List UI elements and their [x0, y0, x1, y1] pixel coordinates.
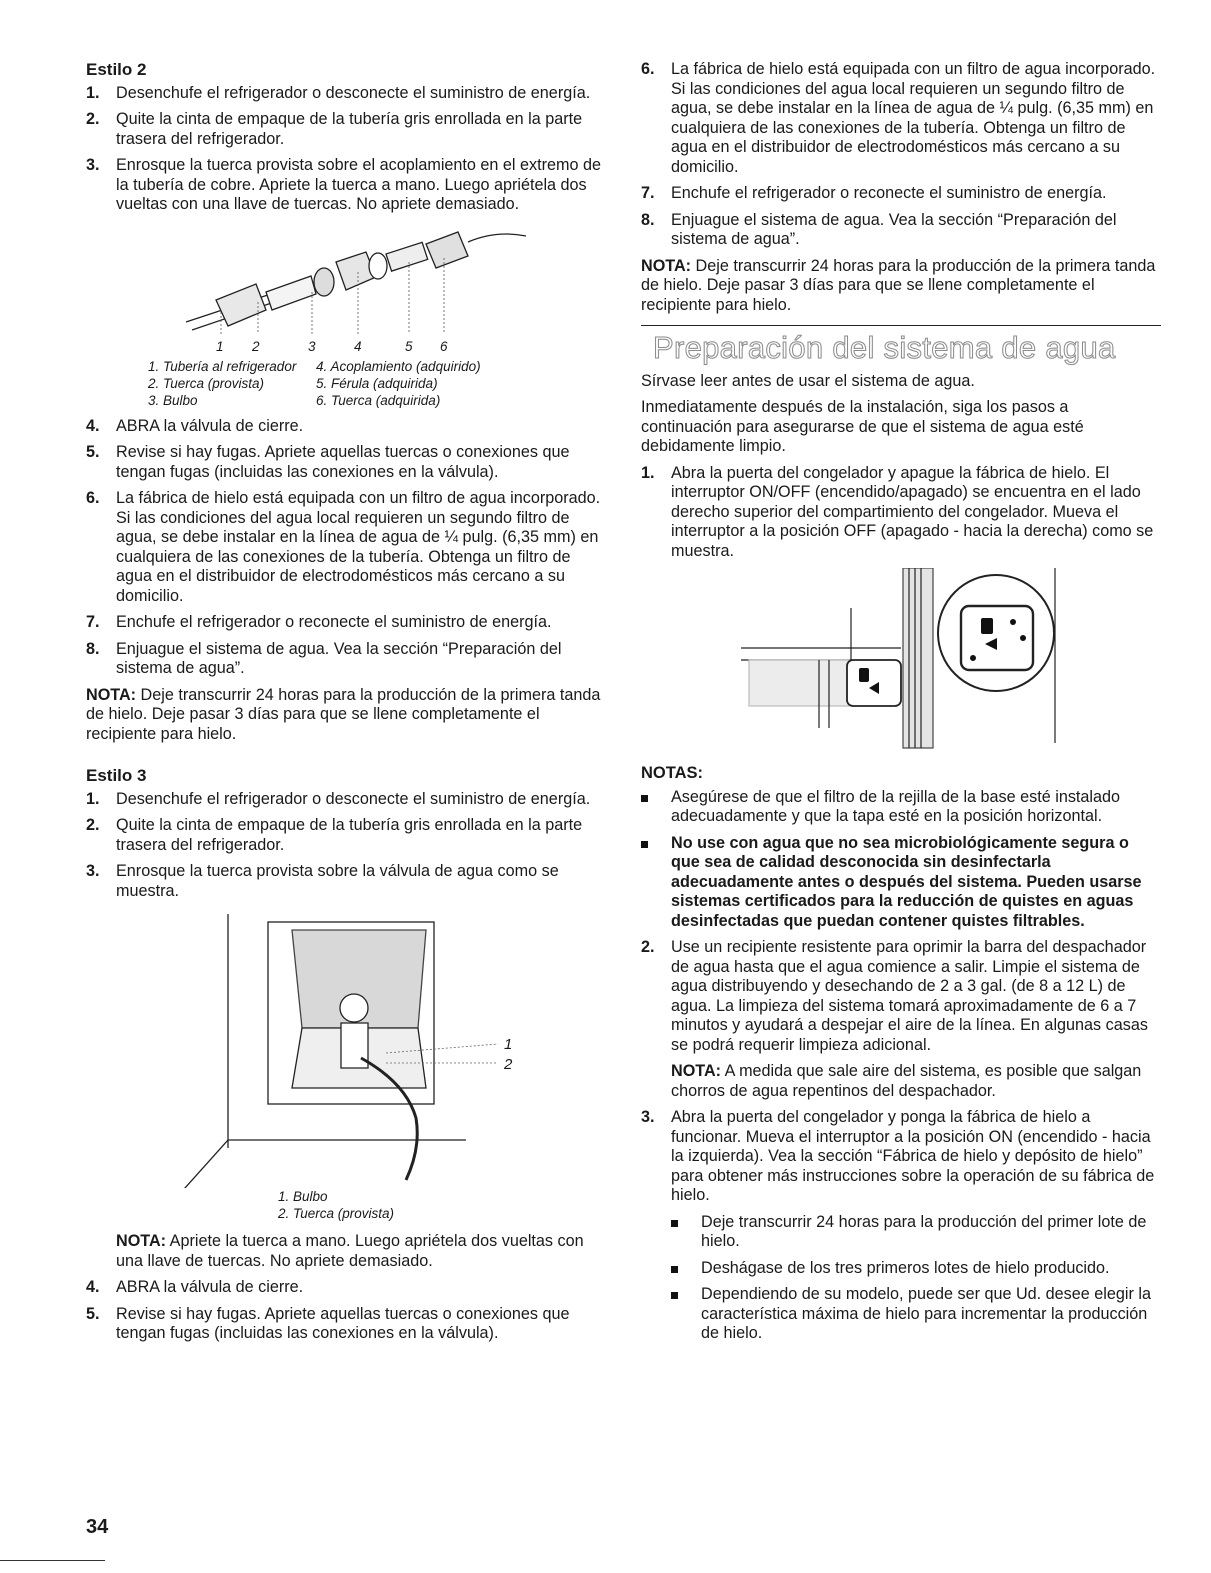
section-divider [641, 325, 1161, 326]
step-text: Quite la cinta de empaque de la tubería gris enrollada en la parte trasera del refrigerador. [116, 816, 583, 854]
step-text: Enrosque la tuerca provista sobre la válvula de agua como se muestra. [116, 862, 559, 900]
step-text: ABRA la válvula de cierre. [116, 416, 304, 435]
step-number: 7. [86, 613, 100, 631]
note-paragraph [641, 257, 1161, 316]
step-text: Enjuague el sistema de agua. Vea la sección “Preparación del sistema de agua”. [671, 210, 1117, 248]
note-text: Apriete la tuerca a mano. Luego apriételа dos vueltas con una llave de tuercas. No apriete demasiado. [116, 1232, 584, 1270]
figure-caption: 1. Tubería al refrigerador [148, 358, 297, 374]
figure-caption: 2. Tuerca (provista) [278, 1206, 395, 1221]
note-label: NOTA: [116, 1232, 167, 1250]
tubing-connection-figure [86, 222, 606, 342]
bullet-text: Deshágase de los tres primeros lotes de hielo producido. [701, 1258, 1110, 1277]
bullet-icon [641, 834, 671, 932]
figure-number: 1 [216, 338, 224, 354]
step-number: 2. [641, 938, 655, 956]
step-number: 2. [86, 110, 100, 128]
bullet-text: No use con agua que no sea microbiológicamente segura o que sea de calidad desconocida sin desinfectarla adecuadamente antes o después del sistema. Pueden usarse sistemas certificados para la reducción de quistes en aguas desinfectadas que puedan contener quistes filtrables. [671, 833, 1142, 930]
list-item [641, 1108, 1161, 1206]
step-text: La fábrica de hielo está equipada con un filtro de agua incorporado. Si las condiciones del agua local requieren un segundo filtro de agua, se debe instalar en la línea de agua de ¼ pulg. (6,35 mm) en cualquiera de las conexiones de la tubería. Obtenga un filtro de agua en el distribuidor de electrodomésticos más cercano a su domicilio. [116, 489, 601, 605]
list-item [641, 938, 1161, 1055]
figure-number: 5 [405, 338, 413, 354]
list-item [86, 110, 606, 149]
water-valve-figure [86, 908, 606, 1188]
bullet-text: Asegúrese de que el filtro de la rejilla de la base esté instalado adecuadamente y que la tapa esté en la posición horizontal. [671, 787, 1121, 825]
list-item [641, 834, 1161, 932]
left-column [86, 60, 606, 1351]
figure-caption: 4. Acoplamiento (adquirido) [316, 358, 481, 374]
step-text: Revise si hay fugas. Apriete aquellas tuercas o conexiones que tengan fugas (incluidas las conexiones en la válvula). [116, 443, 570, 481]
intro-text: Sírvase leer antes de usar el sistema de agua. [641, 371, 975, 390]
step-text: Use un recipiente resistente para oprimir la barra del despachador de agua hasta que el agua comience a salir. Limpie el sistema de agua distribuyendo y desechando de 2 a 3 gal. (de 8 a 12 L) de agua. La limpieza del sistema tomará aproximadamente de 6 a 7 minutos y ayudará a despejar el aire de la línea. En algunas casas se podrá requerir limpieza adicional. [671, 938, 1148, 1054]
step-number: 2. [86, 816, 100, 834]
step-number: 3. [86, 156, 100, 174]
list-item [641, 211, 1161, 250]
list-item [86, 816, 606, 855]
figure-number: 6 [440, 338, 448, 354]
list-item [641, 60, 1161, 177]
figure-number: 1 [504, 1036, 513, 1053]
note-paragraph [86, 686, 606, 745]
figure-captions [278, 1188, 606, 1222]
figure-number: 4 [354, 338, 362, 354]
figure-caption: 1. Bulbo [278, 1189, 328, 1204]
note-text: A medida que sale aire del sistema, es posible que salgan chorros de agua repentinos del despachador. [671, 1062, 1142, 1100]
list-item [86, 640, 606, 679]
list-item [86, 1305, 606, 1344]
step-number: 5. [86, 1304, 100, 1323]
step-number: 4. [86, 416, 100, 435]
figure-number: 3 [308, 338, 316, 354]
step-number: 5. [86, 443, 100, 461]
figure-number: 2 [252, 338, 260, 354]
list-item [671, 1285, 1161, 1344]
step-text: Desenchufe el refrigerador o desconecte el suministro de energía. [116, 83, 591, 102]
right-column [641, 60, 1161, 1351]
list-item [86, 84, 606, 104]
footer-rule [0, 1560, 105, 1561]
bullet-icon [641, 788, 671, 827]
step-number: 8. [86, 639, 100, 658]
note-paragraph [116, 1232, 606, 1271]
step-text: La fábrica de hielo está equipada con un filtro de agua incorporado. Si las condiciones del agua local requieren un segundo filtro de agua, se debe instalar en la línea de agua de ¼ pulg. (6,35 mm) en cualquiera de las conexiones de la tubería. Obtenga un filtro de agua en el distribuidor de electrodomésticos más cercano a su domicilio. [671, 60, 1156, 176]
list-item [86, 417, 606, 437]
step-text: Enrosque la tuerca provista sobre el acoplamiento en el extremo de la tubería de cobre. Apriete la tuerca a mano. Luego apriételа dos vueltas con una llave de tuercas. No apriete demasiado. [116, 156, 602, 213]
list-item [86, 443, 606, 482]
estilo2-heading: Estilo 2 [86, 60, 147, 79]
list-item [86, 489, 606, 606]
step-number: 6. [86, 489, 100, 507]
notas-heading: NOTAS: [641, 764, 704, 782]
bullet-text: Deje transcurrir 24 horas para la producción del primer lote de hielo. [701, 1212, 1147, 1250]
list-item [641, 184, 1161, 204]
list-item [86, 613, 606, 633]
step-text: Abra la puerta del congelador y apague la fábrica de hielo. El interruptor ON/OFF (encendido/apagado) se encuentra en el lado derecho superior del compartimiento del congelador. Mueva el interruptor a la posición OFF (apagado - hacia la derecha) como se muestra. [671, 463, 1154, 560]
list-item [671, 1259, 1161, 1279]
list-item [86, 156, 606, 215]
step-text: Desenchufe el refrigerador o desconecte el suministro de energía. [116, 789, 591, 808]
bullet-icon [671, 1285, 701, 1344]
step-text: Quite la cinta de empaque de la tubería gris enrollada en la parte trasera del refrigerador. [116, 110, 583, 148]
list-item [86, 790, 606, 810]
step-number: 8. [641, 210, 655, 229]
step-text: Abra la puerta del congelador y ponga la fábrica de hielo a funcionar. Mueva el interruptor a la posición ON (encendido - hacia la izquierda). Vea la sección “Fábrica de hielo y depósito de hielo” para obtener más instrucciones sobre la operación de su fábrica de hielo. [671, 1108, 1155, 1204]
figure-caption: 2. Tuerca (provista) [148, 375, 265, 391]
figure-number: 2 [504, 1056, 513, 1073]
step-text: Revise si hay fugas. Apriete aquellas tuercas o conexiones que tengan fugas (incluidas las conexiones en la válvula). [116, 1304, 570, 1342]
note-text: Deje transcurrir 24 horas para la producción de la primera tanda de hielo. Deje pasar 3 días para que se llene completamente el recipiente para hielo. [641, 256, 1156, 314]
bullet-icon [671, 1259, 701, 1279]
figure-caption: 3. Bulbo [148, 392, 198, 408]
note-label: NOTA: [671, 1062, 722, 1080]
step-number: 1. [86, 83, 100, 102]
step-number: 1. [86, 789, 100, 808]
figure-captions [148, 358, 606, 409]
list-item [641, 464, 1161, 562]
list-item [86, 862, 606, 901]
step-number: 4. [86, 1278, 100, 1296]
figure-caption: 5. Férula (adquirida) [316, 375, 438, 391]
water-valve-drawing [86, 908, 606, 1188]
list-item [641, 788, 1161, 827]
note-label: NOTA: [641, 256, 692, 275]
bullet-icon [671, 1213, 701, 1252]
step-text: Enchufe el refrigerador o reconecte el suministro de energía. [671, 184, 1107, 202]
sub-bullet-list [671, 1213, 1161, 1344]
figure-numbers [86, 338, 606, 358]
intro-text: Inmediatamente después de la instalación, siga los pasos a continuación para asegurarse de que el sistema de agua esté debidamente limpio. [641, 398, 1084, 455]
note-label: NOTA: [86, 685, 137, 704]
step-number: 1. [641, 463, 655, 482]
page-number: 34 [86, 1516, 109, 1538]
ice-maker-switch-figure [641, 568, 1161, 758]
step-number: 6. [641, 60, 655, 78]
figure-caption: 6. Tuerca (adquirida) [316, 392, 441, 408]
step-number: 7. [641, 184, 655, 202]
bullet-text: Dependiendo de su modelo, puede ser que Ud. desee elegir la característica máxima de hielo para incrementar la producción de hielo. [701, 1285, 1151, 1342]
estilo3-heading: Estilo 3 [86, 766, 147, 785]
step-text: Enchufe el refrigerador o reconecte el suministro de energía. [116, 613, 552, 631]
step-number: 3. [86, 862, 100, 880]
list-item [671, 1213, 1161, 1252]
step-number: 3. [641, 1108, 655, 1126]
note-paragraph [671, 1062, 1161, 1101]
section-title: Preparación del sistema de agua [653, 330, 1116, 365]
step-text: ABRA la válvula de cierre. [116, 1278, 304, 1296]
list-item [86, 1278, 606, 1298]
note-text: Deje transcurrir 24 horas para la producción de la primera tanda de hielo. Deje pasar 3 días para que se llene completamente el recipiente para hielo. [86, 685, 601, 743]
step-text: Enjuague el sistema de agua. Vea la sección “Preparación del sistema de agua”. [116, 639, 562, 677]
